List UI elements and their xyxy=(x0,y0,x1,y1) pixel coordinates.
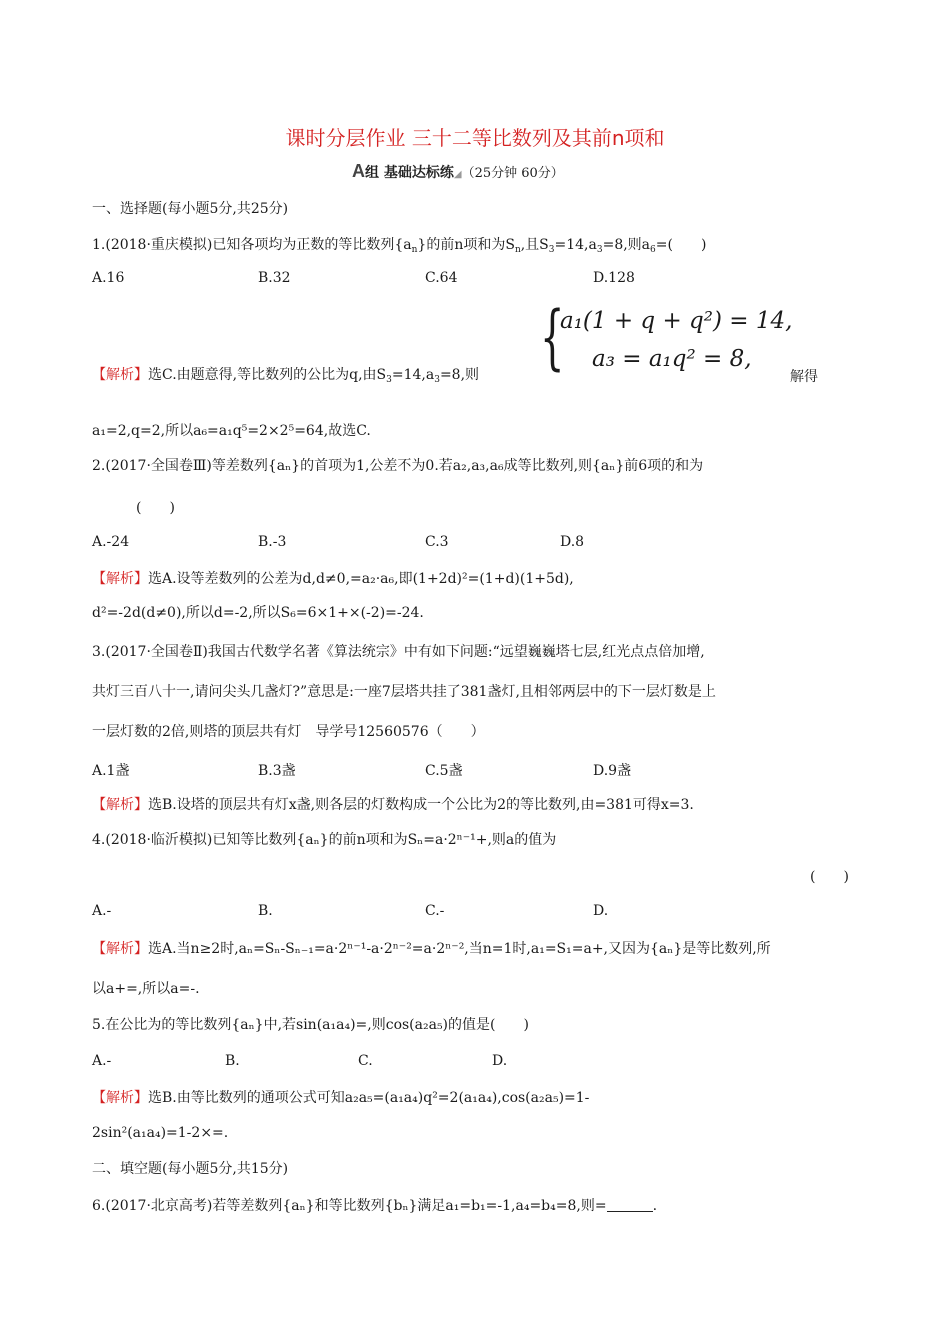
q2-answer-paren: ( ) xyxy=(136,500,175,516)
q1-option-c: C.64 xyxy=(425,270,458,286)
q1-solution-line-2: a₁=2,q=2,所以a₆=a₁q⁵=2×2⁵=64,故选C. xyxy=(92,423,371,439)
q3-option-c: C.5盏 xyxy=(425,763,463,779)
group-name: 组 基础达标练 xyxy=(365,165,454,181)
q1-option-d: D.128 xyxy=(593,270,635,286)
solution-tag: 【解析】 xyxy=(92,1090,148,1106)
decorative-dots-icon: ◢ xyxy=(453,169,462,180)
page-title: 课时分层作业 三十二等比数列及其前n项和 xyxy=(285,126,665,150)
group-banner xyxy=(352,161,564,182)
question-3-stem-line-2: 共灯三百八十一,请问尖头几盏灯?”意思是:一座7层塔共挂了381盏灯,且相邻两层中的下一层灯数是上 xyxy=(92,684,716,700)
q5-option-c: C. xyxy=(358,1053,373,1069)
q2-solution: 【解析】选A.设等差数列的公差为d,d≠0,=a₂·a₆,即(1+2d)²=(1+d)(1+5d), xyxy=(92,571,574,587)
q4-option-c: C.- xyxy=(425,903,445,919)
q5-option-d: D. xyxy=(492,1053,508,1069)
q3-option-d: D.9盏 xyxy=(593,763,632,779)
question-2-stem: 2.(2017·全国卷Ⅲ)等差数列{aₙ}的首项为1,公差不为0.若a₂,a₃,a₆成等比数列,则{aₙ}前6项的和为 xyxy=(92,458,704,474)
q5-option-b: B. xyxy=(225,1053,240,1069)
q4-answer-paren: ( ) xyxy=(810,869,849,885)
q5-option-a: A.- xyxy=(92,1053,112,1069)
q1-option-a: A.16 xyxy=(92,270,125,286)
q2-solution-line-2: d²=-2d(d≠0),所以d=-2,所以S₆=6×1+×(-2)=-24. xyxy=(92,605,424,621)
q2-option-a: A.-24 xyxy=(92,534,130,550)
answer-blank[interactable] xyxy=(607,1197,653,1212)
q4-option-a: A.- xyxy=(92,903,112,919)
section-heading-fill: 二、填空题(每小题5分,共15分) xyxy=(92,1161,289,1177)
q1-option-b: B.32 xyxy=(258,270,291,286)
question-3-stem-line-1: 3.(2017·全国卷Ⅱ)我国古代数学名著《算法统宗》中有如下问题:“远望巍巍塔七层,红光点点倍加增, xyxy=(92,644,705,660)
question-4-stem: 4.(2018·临沂模拟)已知等比数列{aₙ}的前n项和为Sₙ=a·2ⁿ⁻¹+,则a的值为 xyxy=(92,832,557,848)
question-1-stem: 1.(2018·重庆模拟)已知各项均为正数的等比数列$\{a_n\}$的前n项和为$S_n$,且$S_3=14,a_3=8$,则$a_6=$( ) xyxy=(92,237,707,255)
question-3-stem-line-3: 一层灯数的2倍,则塔的顶层共有灯 导学号12560576（ ） xyxy=(92,724,485,740)
q3-option-b: B.3盏 xyxy=(258,763,296,779)
q2-option-c: C.3 xyxy=(425,534,449,550)
section-heading-choice: 一、选择题(每小题5分,共25分) xyxy=(92,201,289,217)
group-letter: A xyxy=(352,161,365,181)
question-5-stem: 5.在公比为的等比数列{aₙ}中,若sin(a₁a₄)=,则cos(a₂a₅)的值是( ) xyxy=(92,1017,529,1033)
equation-line-1: a₁(1 + q + q²) = 14, xyxy=(560,308,793,334)
q5-solution: 【解析】选B.由等比数列的通项公式可知a₂a₅=(a₁a₄)q²=2(a₁a₄),cos(a₂a₅)=1- xyxy=(92,1090,590,1106)
q4-solution-line-2: 以a+=,所以a=-. xyxy=(92,981,200,997)
q4-solution: 【解析】选A.当n≥2时,aₙ=Sₙ-Sₙ₋₁=a·2ⁿ⁻¹-a·2ⁿ⁻²=a·2ⁿ⁻²,当n=1时,a₁=S₁=a+,又因为{aₙ}是等比数列,所 xyxy=(92,941,771,957)
q5-solution-line-2: 2sin²(a₁a₄)=1-2×=. xyxy=(92,1125,229,1141)
question-6-stem: 6.(2017·北京高考)若等差数列{aₙ}和等比数列{bₙ}满足a₁=b₁=-1,a₄=b₄=8,则= . xyxy=(92,1198,658,1214)
solution-tag: 【解析】 xyxy=(92,941,148,957)
q2-option-b: B.-3 xyxy=(258,534,287,550)
q4-option-d: D. xyxy=(593,903,609,919)
equation-brace-icon: { xyxy=(540,296,565,378)
q3-solution: 【解析】选B.设塔的顶层共有灯x盏,则各层的灯数构成一个公比为2的等比数列,由=381可得x=3. xyxy=(92,797,694,813)
equation-line-2: a₃ = a₁q² = 8, xyxy=(592,346,752,372)
solution-tag: 【解析】 xyxy=(92,571,148,587)
q1-solution-end: 解得 xyxy=(790,369,818,385)
q2-option-d: D.8 xyxy=(560,534,585,550)
solution-tag: 【解析】 xyxy=(92,367,148,383)
q3-option-a: A.1盏 xyxy=(92,763,130,779)
solution-tag: 【解析】 xyxy=(92,797,148,813)
q4-option-b: B. xyxy=(258,903,273,919)
q1-solution: 【解析】选C.由题意得,等比数列的公比为q,由$S_3=14,a_3=8$,则 xyxy=(92,367,480,385)
group-meta: （25分钟 60分） xyxy=(461,166,564,181)
